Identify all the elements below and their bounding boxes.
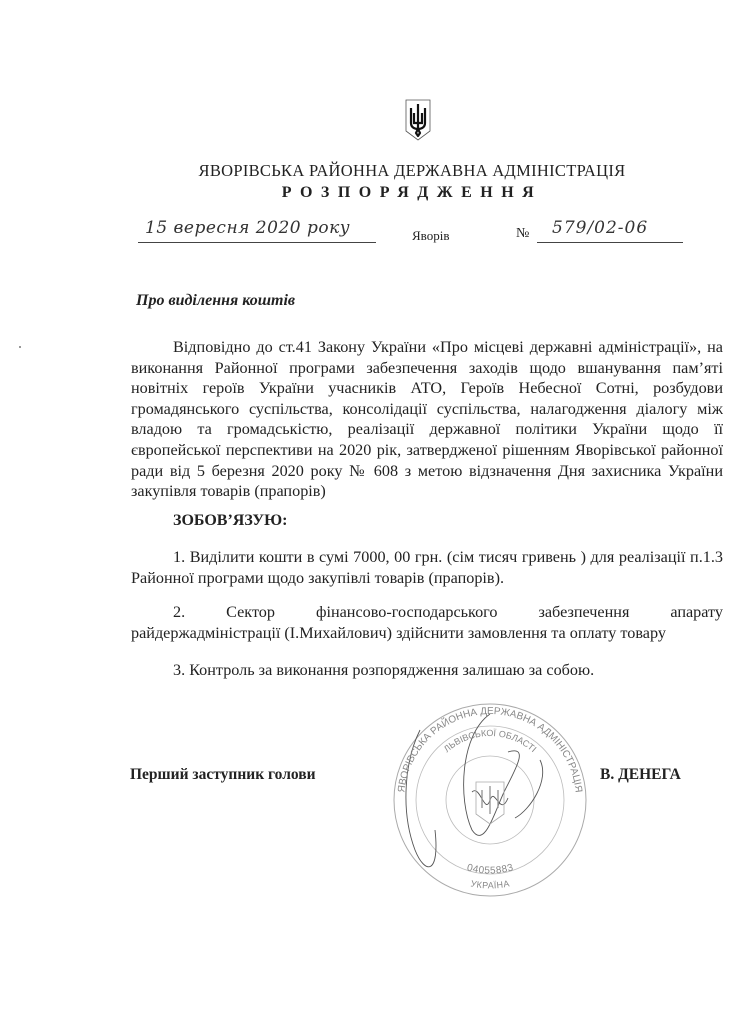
trident-coat-of-arms-icon bbox=[405, 99, 431, 141]
stamp-country: УКРАЇНА bbox=[469, 878, 511, 891]
oblige-heading: ЗОБОВ’ЯЗУЮ: bbox=[173, 512, 288, 529]
preamble-paragraph: Відповідно до ст.41 Закону України «Про місцеві державні адміністрації», на виконання Районної програми забезпечення заходів щодо вшанування пам’яті новітніх героїв України учасників АТО, Героїв Небесної Сотні, розбудови громадянського суспільства, консолідації суспільства, налагодження діалогу між владою та громадськістю, реалізації державної політики України щодо її європейської перспективи на 2020 рік, затвердженої рішенням Яворівської районної ради від 5 березня 2020 року № 608 з метою відзначення Дня захисника України закупівля товарів (прапорів) bbox=[131, 338, 723, 501]
document-city: Яворів bbox=[412, 228, 450, 243]
scan-speck bbox=[19, 346, 21, 348]
stamp-inner-text: ЛЬВІВСЬКОЇ ОБЛАСТІ bbox=[441, 727, 539, 755]
document-date: 15 вересня 2020 року bbox=[145, 218, 351, 238]
official-stamp bbox=[390, 700, 590, 900]
order-item-1: 1. Виділити кошти в сумі 7000, 00 грн. (сім тисяч гривень ) для реалізації п.1.3 Районної програми щодо закупівлі товарів (прапорів). bbox=[131, 548, 723, 587]
stamp-outer-text: ЯВОРІВСЬКА РАЙОННА ДЕРЖАВНА АДМІНІСТРАЦІЯ bbox=[396, 705, 584, 794]
document-number: 579/02-06 bbox=[552, 218, 649, 238]
signatory-position: Перший заступник голови bbox=[130, 766, 316, 783]
document-subject: Про виділення коштів bbox=[136, 292, 296, 309]
stamp-code: 04055883 bbox=[465, 862, 515, 877]
signatory-name: В. ДЕНЕГА bbox=[600, 766, 681, 783]
order-item-2: 2. Сектор фінансово-господарського забезпечення апарату райдержадміністрації (І.Михайлович) здійснити замовлення та оплату товару bbox=[131, 603, 723, 642]
order-item-3: 3. Контроль за виконання розпорядження залишаю за собою. bbox=[173, 661, 595, 679]
document-type: РОЗПОРЯДЖЕННЯ bbox=[281, 184, 543, 201]
organization-name: ЯВОРІВСЬКА РАЙОННА ДЕРЖАВНА АДМІНІСТРАЦІЯ bbox=[198, 161, 626, 180]
number-sign: № bbox=[516, 226, 530, 241]
